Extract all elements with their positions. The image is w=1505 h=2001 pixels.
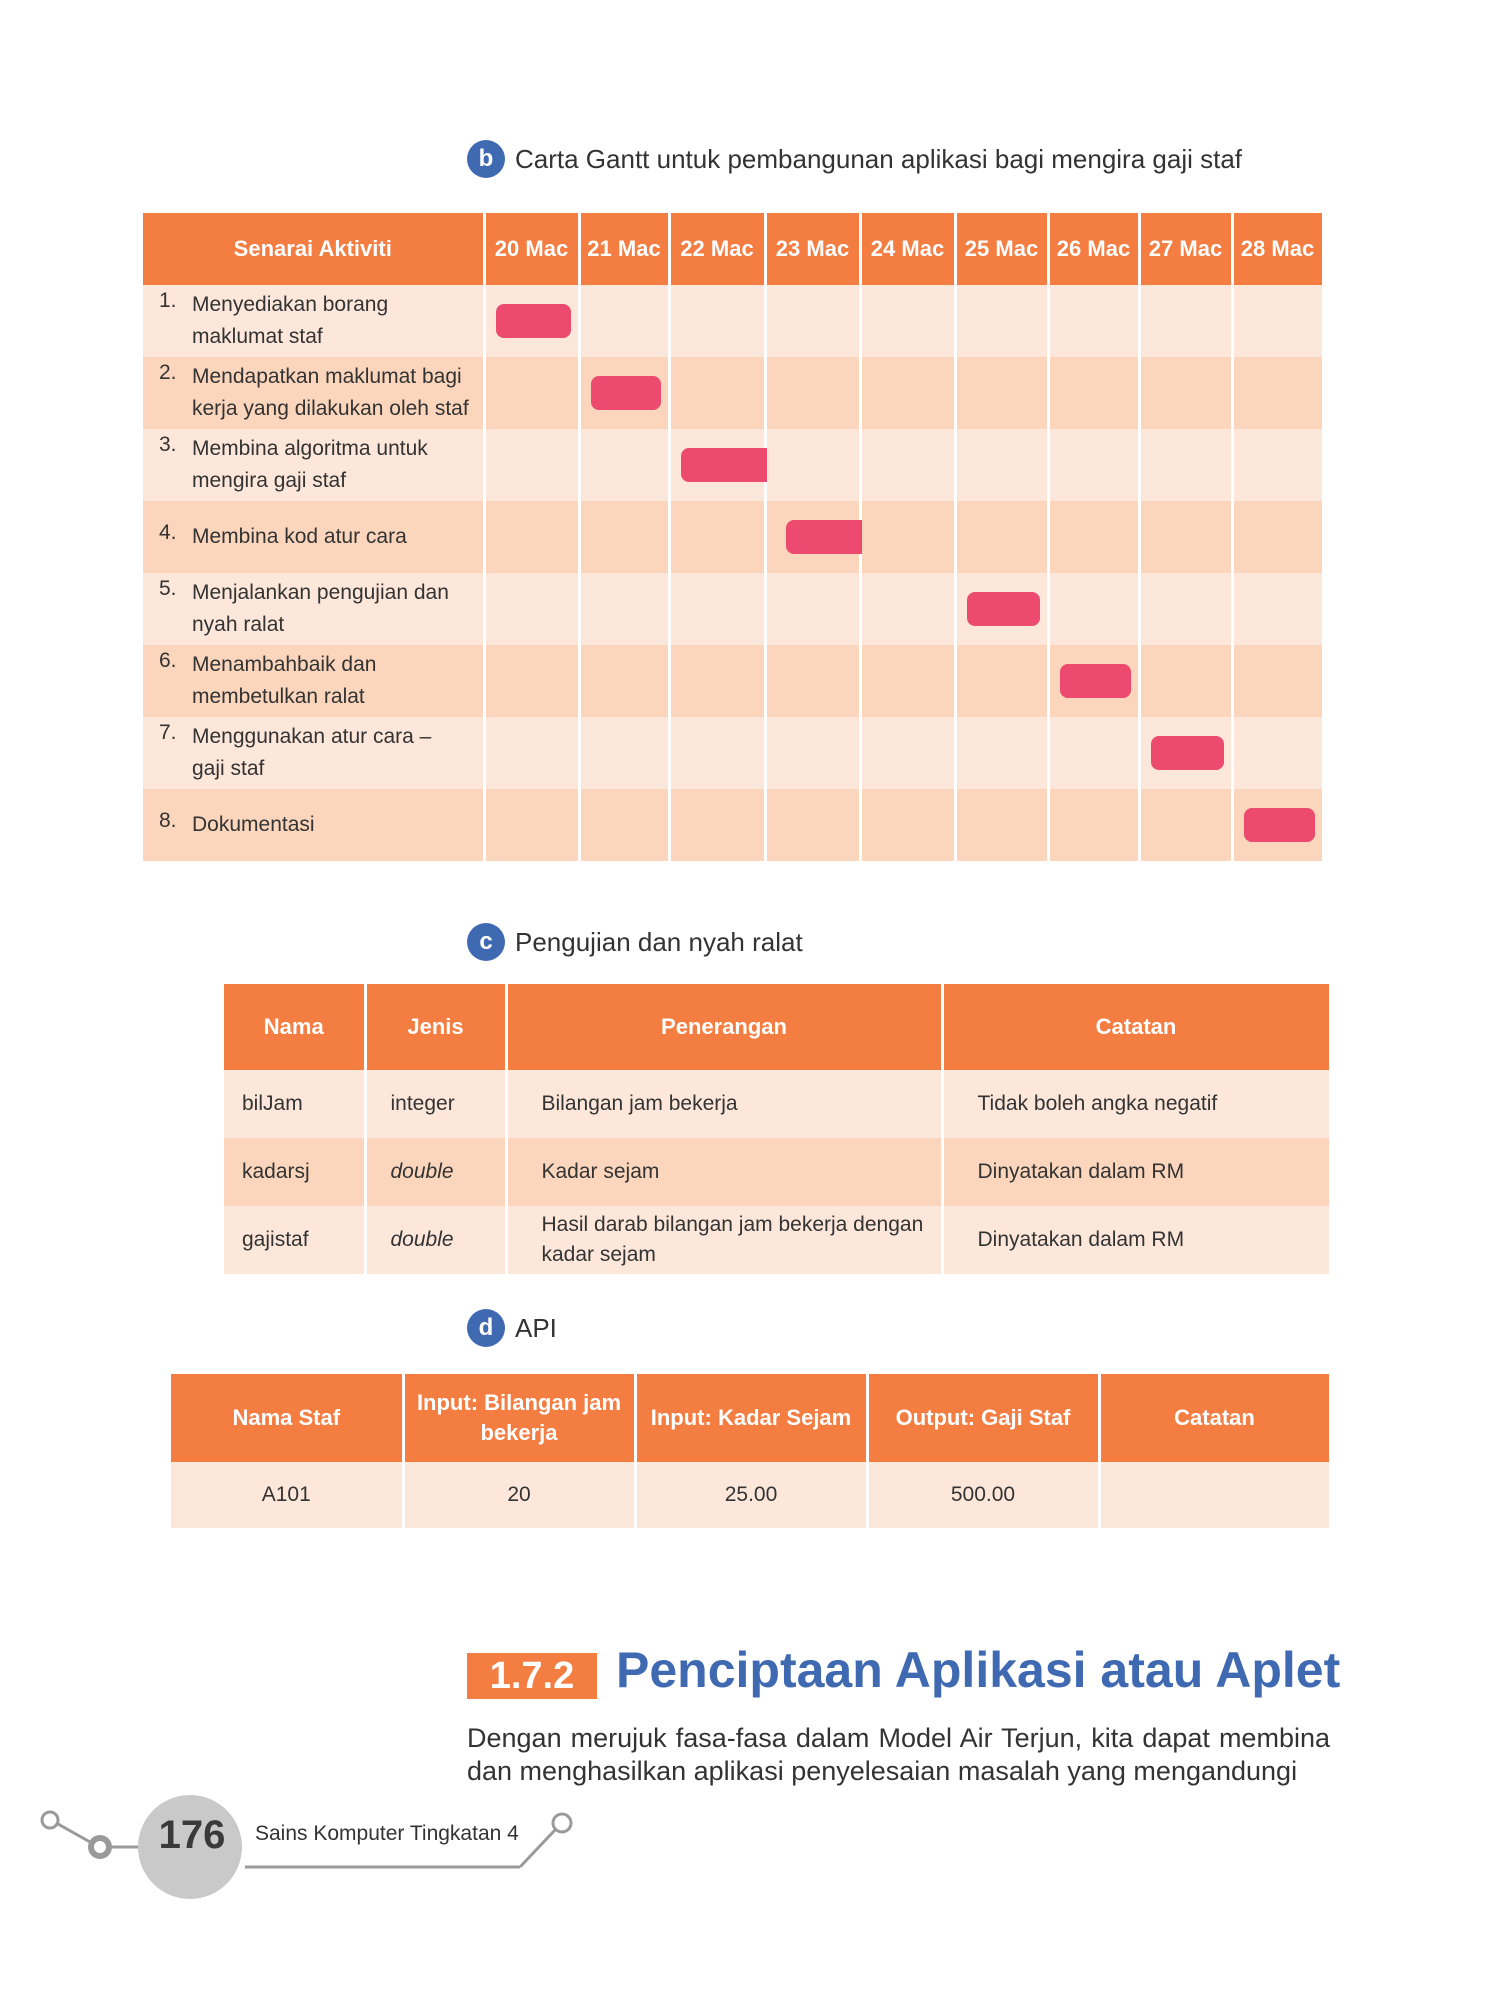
gantt-bar <box>1151 736 1224 770</box>
gantt-date-header: 26 Mac <box>1048 213 1139 285</box>
gantt-date-header: 27 Mac <box>1139 213 1232 285</box>
activity-cell <box>143 573 484 645</box>
activity-label <box>159 649 483 713</box>
gantt-badge: b <box>467 140 505 178</box>
activity-label <box>159 577 483 641</box>
activity-number: 2. <box>159 361 177 384</box>
gantt-cell <box>1232 501 1323 573</box>
gantt-cell <box>484 501 579 573</box>
activity-cell <box>143 789 484 861</box>
gantt-cell <box>955 717 1048 789</box>
gantt-header-row <box>143 213 1323 285</box>
gantt-cell <box>579 501 669 573</box>
gantt-cell <box>579 429 669 501</box>
gantt-cell <box>669 429 765 501</box>
gantt-cell <box>1232 717 1323 789</box>
gantt-cell <box>765 645 860 717</box>
api-cell-hours: 20 <box>403 1462 635 1528</box>
gantt-cell <box>1139 573 1232 645</box>
gantt-cell <box>1048 429 1139 501</box>
variable-note: Tidak boleh angka negatif <box>942 1070 1330 1138</box>
gantt-row <box>143 429 1323 501</box>
testing-header-cell: Penerangan <box>506 984 942 1070</box>
gantt-cell <box>1139 789 1232 861</box>
gantt-caption-text: Carta Gantt untuk pembangunan aplikasi bagi mengira gaji staf <box>515 143 1242 174</box>
gantt-cell <box>860 429 955 501</box>
gantt-cell <box>669 285 765 357</box>
page-number: 176 <box>158 1813 226 1857</box>
testing-header-cell: Catatan <box>942 984 1330 1070</box>
gantt-date-header: 22 Mac <box>669 213 765 285</box>
testing-caption <box>467 923 803 961</box>
api-header-cell: Input: Bilangan jam bekerja <box>403 1374 635 1462</box>
gantt-cell <box>1232 645 1323 717</box>
gantt-cell <box>860 357 955 429</box>
activity-line2: maklumat staf <box>192 325 323 348</box>
gantt-chart-table <box>143 213 1325 861</box>
api-header-cell: Output: Gaji Staf <box>867 1374 1099 1462</box>
testing-caption-text: Pengujian dan nyah ralat <box>515 926 803 957</box>
activity-cell <box>143 645 484 717</box>
section-body: Dengan merujuk fasa-fasa dalam Model Air Terjun, kita dapat membina dan menghasilkan aplikasi penyelesaian masalah yang mengandungi <box>467 1723 1330 1786</box>
api-badge: d <box>467 1309 505 1347</box>
activity-line1: Menggunakan atur cara – <box>192 725 432 748</box>
gantt-row <box>143 717 1323 789</box>
activity-label <box>159 721 483 785</box>
gantt-cell <box>860 501 955 573</box>
gantt-cell <box>860 789 955 861</box>
activity-label <box>159 361 483 425</box>
activity-number: 8. <box>159 809 177 832</box>
gantt-cell <box>1139 645 1232 717</box>
api-header-row <box>171 1374 1330 1462</box>
variable-type: double <box>365 1138 506 1206</box>
gantt-cell <box>765 717 860 789</box>
gantt-cell <box>669 357 765 429</box>
gantt-cell <box>1048 501 1139 573</box>
gantt-row <box>143 285 1323 357</box>
activity-cell <box>143 357 484 429</box>
gantt-date-header: 21 Mac <box>579 213 669 285</box>
gantt-cell <box>955 285 1048 357</box>
activity-line2: nyah ralat <box>192 613 285 636</box>
testing-header-cell: Jenis <box>365 984 506 1070</box>
gantt-cell <box>484 573 579 645</box>
variable-type: double <box>365 1206 506 1274</box>
gantt-cell <box>1048 645 1139 717</box>
api-caption-text: API <box>515 1312 557 1343</box>
gantt-cell <box>860 717 955 789</box>
gantt-bar <box>1060 664 1131 698</box>
gantt-date-header: 23 Mac <box>765 213 860 285</box>
gantt-cell <box>1048 573 1139 645</box>
gantt-cell <box>860 285 955 357</box>
gantt-row <box>143 501 1323 573</box>
gantt-cell <box>1139 357 1232 429</box>
gantt-cell <box>765 357 860 429</box>
activity-line1: Membina algoritma untuk <box>192 437 428 460</box>
gantt-cell <box>1139 429 1232 501</box>
gantt-cell <box>484 285 579 357</box>
gantt-cell <box>1048 285 1139 357</box>
section-number: 1.7.2 <box>467 1653 597 1699</box>
gantt-cell <box>1139 717 1232 789</box>
gantt-cell <box>484 645 579 717</box>
activity-cell <box>143 501 484 573</box>
activity-line1: Membina kod atur cara <box>192 525 407 548</box>
gantt-date-header: 28 Mac <box>1232 213 1323 285</box>
gantt-cell <box>765 285 860 357</box>
variable-note: Dinyatakan dalam RM <box>942 1206 1330 1274</box>
gantt-cell <box>955 573 1048 645</box>
gantt-cell <box>1139 285 1232 357</box>
section-title: Penciptaan Aplikasi atau Aplet <box>616 1642 1341 1698</box>
gantt-bar <box>496 304 571 338</box>
api-caption <box>467 1309 557 1347</box>
gantt-cell <box>955 429 1048 501</box>
gantt-cell <box>1048 717 1139 789</box>
book-title: Sains Komputer Tingkatan 4 <box>255 1822 519 1845</box>
gantt-cell <box>765 429 860 501</box>
gantt-cell <box>1232 573 1323 645</box>
gantt-cell <box>484 789 579 861</box>
variable-description: Bilangan jam bekerja <box>506 1070 942 1138</box>
gantt-cell <box>860 645 955 717</box>
gantt-bar <box>967 592 1040 626</box>
api-cell-salary: 500.00 <box>867 1462 1099 1528</box>
gantt-cell <box>484 357 579 429</box>
gantt-cell <box>955 645 1048 717</box>
activity-cell <box>143 285 484 357</box>
gantt-cell <box>1232 357 1323 429</box>
gantt-header-activity: Senarai Aktiviti <box>143 213 484 285</box>
gantt-cell <box>955 789 1048 861</box>
activity-text <box>192 521 407 553</box>
gantt-cell <box>1139 501 1232 573</box>
gantt-cell <box>579 717 669 789</box>
gantt-cell <box>669 717 765 789</box>
circuit-decoration-icon <box>30 1790 590 1920</box>
variable-type: integer <box>365 1070 506 1138</box>
activity-line2: gaji staf <box>192 757 265 780</box>
activity-text <box>192 361 469 425</box>
activity-number: 4. <box>159 521 177 544</box>
gantt-cell <box>955 501 1048 573</box>
api-cell-staff: A101 <box>171 1462 403 1528</box>
gantt-cell <box>579 789 669 861</box>
gantt-cell <box>1048 357 1139 429</box>
table-row <box>224 1138 1330 1206</box>
api-table <box>171 1374 1332 1528</box>
gantt-date-header: 25 Mac <box>955 213 1048 285</box>
gantt-date-header: 24 Mac <box>860 213 955 285</box>
activity-number: 6. <box>159 649 177 672</box>
table-row <box>224 1206 1330 1274</box>
gantt-cell <box>1048 789 1139 861</box>
api-cell-rate: 25.00 <box>635 1462 867 1528</box>
activity-text <box>192 577 449 641</box>
gantt-row <box>143 573 1323 645</box>
api-header-cell: Catatan <box>1099 1374 1330 1462</box>
activity-number: 1. <box>159 289 177 312</box>
gantt-bar <box>591 376 661 410</box>
activity-cell <box>143 429 484 501</box>
gantt-cell <box>955 357 1048 429</box>
gantt-cell <box>669 501 765 573</box>
activity-line2: membetulkan ralat <box>192 685 365 708</box>
gantt-cell <box>1232 429 1323 501</box>
activity-line1: Menambahbaik dan <box>192 653 377 676</box>
activity-label <box>159 809 483 841</box>
gantt-cell <box>765 501 860 573</box>
gantt-cell <box>1232 285 1323 357</box>
activity-label <box>159 289 483 353</box>
table-row <box>171 1462 1330 1528</box>
variable-name: gajistaf <box>224 1206 365 1274</box>
api-header-cell: Input: Kadar Sejam <box>635 1374 867 1462</box>
activity-label <box>159 521 483 553</box>
activity-line1: Dokumentasi <box>192 813 315 836</box>
activity-text <box>192 721 431 785</box>
gantt-caption <box>467 140 1242 178</box>
testing-badge: c <box>467 923 505 961</box>
activity-number: 5. <box>159 577 177 600</box>
activity-text <box>192 433 428 497</box>
gantt-cell <box>669 573 765 645</box>
gantt-row <box>143 645 1323 717</box>
testing-header-cell: Nama <box>224 984 365 1070</box>
activity-line1: Mendapatkan maklumat bagi <box>192 365 462 388</box>
activity-line1: Menyediakan borang <box>192 293 389 316</box>
activity-text <box>192 289 388 353</box>
activity-line2: kerja yang dilakukan oleh staf <box>192 397 469 420</box>
gantt-cell <box>484 717 579 789</box>
activity-text <box>192 649 376 713</box>
activity-number: 3. <box>159 433 177 456</box>
variable-description: Hasil darab bilangan jam bekerja dengan kadar sejam <box>506 1206 942 1274</box>
gantt-cell <box>765 573 860 645</box>
variable-name: bilJam <box>224 1070 365 1138</box>
testing-header-row <box>224 984 1330 1070</box>
gantt-cell <box>669 789 765 861</box>
gantt-cell <box>579 285 669 357</box>
activity-line1: Menjalankan pengujian dan <box>192 581 449 604</box>
gantt-cell <box>765 789 860 861</box>
api-cell-note <box>1099 1462 1330 1528</box>
activity-number: 7. <box>159 721 177 744</box>
api-header-cell: Nama Staf <box>171 1374 403 1462</box>
testing-table <box>224 984 1332 1274</box>
gantt-cell <box>579 645 669 717</box>
gantt-cell <box>1232 789 1323 861</box>
variable-name: kadarsj <box>224 1138 365 1206</box>
variable-description: Kadar sejam <box>506 1138 942 1206</box>
activity-text <box>192 809 315 841</box>
activity-line2: mengira gaji staf <box>192 469 347 492</box>
gantt-cell <box>484 429 579 501</box>
variable-note: Dinyatakan dalam RM <box>942 1138 1330 1206</box>
gantt-cell <box>669 645 765 717</box>
gantt-bar <box>1244 808 1315 842</box>
activity-cell <box>143 717 484 789</box>
gantt-date-header: 20 Mac <box>484 213 579 285</box>
gantt-cell <box>579 357 669 429</box>
gantt-row <box>143 789 1323 861</box>
gantt-row <box>143 357 1323 429</box>
activity-label <box>159 433 483 497</box>
table-row <box>224 1070 1330 1138</box>
gantt-cell <box>860 573 955 645</box>
gantt-cell <box>579 573 669 645</box>
